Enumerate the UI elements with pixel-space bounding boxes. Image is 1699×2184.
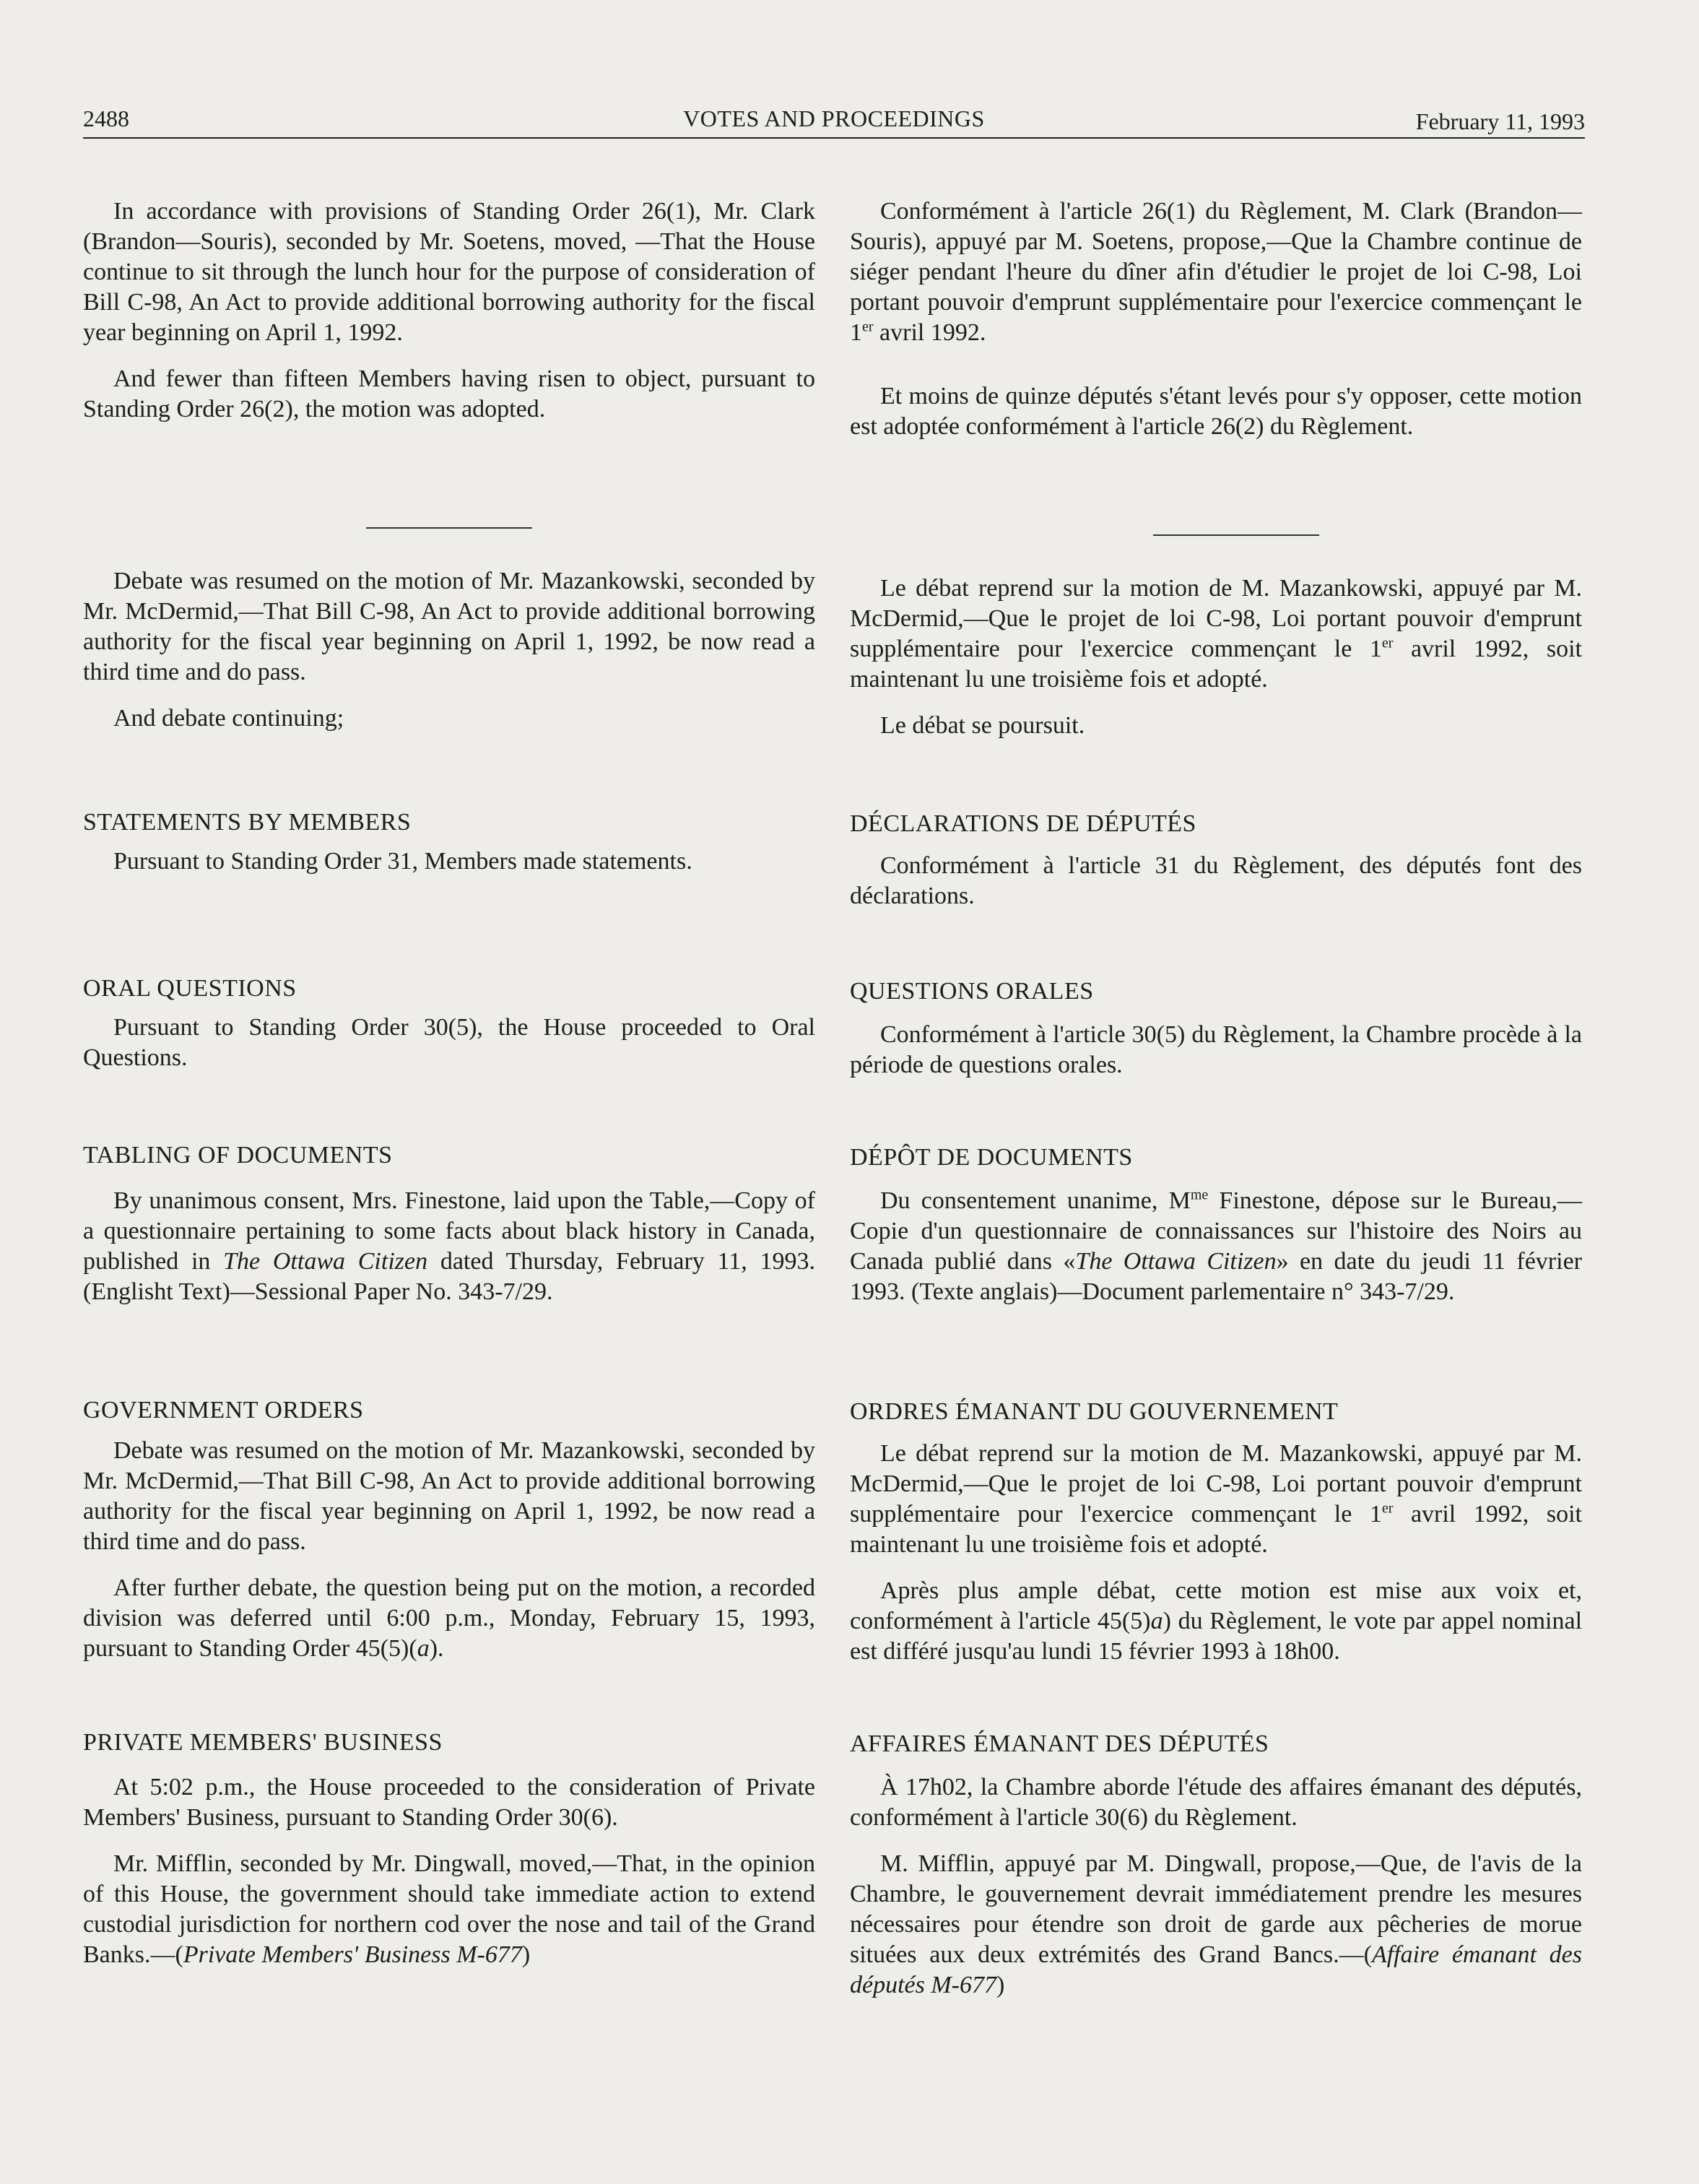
paragraph: Mr. Mifflin, seconded by Mr. Dingwall, moved,—That, in the opinion of this House, the government should take immediate action to extend custodial jurisdiction for northern cod over the nose and tail of the Grand Banks.—(Private Members' Business M-677) bbox=[83, 1850, 815, 1968]
block-oral-questions-fr bbox=[850, 1020, 1582, 1080]
section-divider bbox=[366, 527, 532, 529]
block-debate-fr bbox=[850, 573, 1582, 741]
publication-title: VOTES AND PROCEEDINGS bbox=[683, 105, 985, 131]
paragraph: Et moins de quinze députés s'étant levés pour s'y opposer, cette motion est adoptée conformément à l'article 26(2) du Règlement. bbox=[850, 383, 1582, 440]
paragraph: Debate was resumed on the motion of Mr. Mazankowski, seconded by Mr. McDermid,—That Bill C-98, An Act to provide additional borrowing authority for the fiscal year beginning on April 1, 1992, be now read a third time and do pass. bbox=[83, 568, 815, 685]
paragraph: Conformément à l'article 31 du Règlement, des députés font des déclarations. bbox=[850, 852, 1582, 909]
paragraph: Conformément à l'article 26(1) du Règlement, M. Clark (Brandon—Souris), appuyé par M. Soetens, propose,—Que la Chambre continue de siéger pendant l'heure du dîner afin d'étudier le projet de loi C-98, Loi portant pouvoir d'emprunt supplémentaire pour l'exercice commençant le 1er avril 1992. bbox=[850, 198, 1582, 346]
section-heading-private-members-fr: AFFAIRES ÉMANANT DES DÉPUTÉS bbox=[850, 1730, 1269, 1757]
paragraph: And debate continuing; bbox=[113, 705, 344, 732]
block-private-members-fr bbox=[850, 1772, 1582, 2001]
block-debate bbox=[83, 566, 815, 734]
paragraph: Pursuant to Standing Order 30(5), the House proceeded to Oral Questions. bbox=[83, 1014, 815, 1071]
paragraph: Du consentement unanime, $M^{me}$ Finestone, dépose sur le Bureau,—Copie d'un questionnaire de connaissances sur l'histoire des Noirs au Canada publié dans «The Ottawa Citizen» en date du jeudi 11 février 1993. (Texte anglais)—Document parlementaire n° 343-7/29. bbox=[850, 1187, 1582, 1305]
block-statements-fr bbox=[850, 851, 1582, 911]
block-tabling-fr bbox=[850, 1186, 1582, 1307]
header-date: February 11, 1993 bbox=[1415, 108, 1585, 134]
section-heading-statements-fr: DÉCLARATIONS DE DÉPUTÉS bbox=[850, 810, 1196, 837]
paragraph: Conformément à l'article 30(5) du Règlement, la Chambre procède à la période de questions orales. bbox=[850, 1021, 1582, 1078]
paragraph: After further debate, the question being put on the motion, a recorded division was deferred until 6:00 p.m., Monday, February 15, 1993, pursuant to Standing Order 45(5)(a). bbox=[83, 1574, 815, 1662]
paragraph: Le débat reprend sur la motion de M. Mazankowski, appuyé par M. McDermid,—Que le projet de loi C-98, Loi portant pouvoir d'emprunt supplémentaire pour l'exercice commençant le 1er avril 1992, soit maintenant lu une troisième fois et adopté. bbox=[850, 1440, 1582, 1558]
paragraph: By unanimous consent, Mrs. Finestone, laid upon the Table,—Copy of a questionnaire pertaining to some facts about black history in Canada, published in The Ottawa Citizen dated Thursday, February 11, 1993. (Englisht Text)—Sessional Paper No. 343-7/29. bbox=[83, 1187, 815, 1305]
section-heading-government-orders-fr: ORDRES ÉMANANT DU GOUVERNEMENT bbox=[850, 1398, 1339, 1425]
block-lunch-motion bbox=[83, 196, 815, 425]
running-header bbox=[83, 101, 1585, 139]
section-heading-private-members: PRIVATE MEMBERS' BUSINESS bbox=[83, 1729, 443, 1756]
paragraph: Après plus ample débat, cette motion est mise aux voix et, conformément à l'article 45(5)a) du Règlement, le vote par appel nominal est différé jusqu'au lundi 15 février 1993 à 18h00. bbox=[850, 1577, 1583, 1665]
paragraph: M. Mifflin, appuyé par M. Dingwall, propose,—Que, de l'avis de la Chambre, le gouvernement devrait immédiatement prendre les mesures nécessaires pour étendre son droit de garde aux pêcheries de morue situées aux deux extrémités des Grand Bancs.—(Affaire émanant des députés M-677) bbox=[850, 1850, 1582, 1998]
section-heading-government-orders: GOVERNMENT ORDERS bbox=[83, 1397, 364, 1424]
paragraph: À 17h02, la Chambre aborde l'étude des affaires émanant des députés, conformément à l'article 30(6) du Règlement. bbox=[850, 1774, 1582, 1831]
block-private-members bbox=[83, 1772, 815, 1970]
section-heading-tabling: TABLING OF DOCUMENTS bbox=[83, 1142, 393, 1169]
block-government-orders bbox=[83, 1436, 815, 1664]
section-heading-oral-questions-fr: QUESTIONS ORALES bbox=[850, 978, 1094, 1005]
block-oral-questions bbox=[83, 1013, 815, 1073]
paragraph: In accordance with provisions of Standing Order 26(1), Mr. Clark (Brandon—Souris), seconded by Mr. Soetens, moved, —That the House continue to sit through the lunch hour for the purpose of consideration of Bill C-98, An Act to provide additional borrowing authority for the fiscal year beginning on April 1, 1992. bbox=[83, 198, 815, 346]
block-tabling bbox=[83, 1186, 815, 1307]
block-government-orders-fr bbox=[850, 1439, 1582, 1667]
section-heading-tabling-fr: DÉPÔT DE DOCUMENTS bbox=[850, 1144, 1133, 1171]
page-number: 2488 bbox=[83, 105, 129, 131]
block-lunch-motion-fr bbox=[850, 196, 1582, 442]
section-heading-statements: STATEMENTS BY MEMBERS bbox=[83, 809, 412, 836]
paragraph: At 5:02 p.m., the House proceeded to the consideration of Private Members' Business, pursuant to Standing Order 30(6). bbox=[83, 1774, 815, 1831]
paragraph: Le débat se poursuit. bbox=[880, 712, 1085, 739]
paragraph: Pursuant to Standing Order 31, Members made statements. bbox=[113, 848, 692, 875]
section-divider bbox=[1153, 534, 1319, 536]
block-statements bbox=[83, 846, 815, 877]
paragraph: Debate was resumed on the motion of Mr. Mazankowski, seconded by Mr. McDermid,—That Bill C-98, An Act to provide additional borrowing authority for the fiscal year beginning on April 1, 1992, be now read a third time and do pass. bbox=[83, 1437, 815, 1555]
paragraph: Le débat reprend sur la motion de M. Mazankowski, appuyé par M. McDermid,—Que le projet de loi C-98, Loi portant pouvoir d'emprunt supplémentaire pour l'exercice commençant le 1er avril 1992, soit maintenant lu une troisième fois et adopté. bbox=[850, 575, 1582, 693]
paragraph: And fewer than fifteen Members having risen to object, pursuant to Standing Order 26(2), the motion was adopted. bbox=[83, 365, 815, 422]
section-heading-oral-questions: ORAL QUESTIONS bbox=[83, 975, 297, 1002]
